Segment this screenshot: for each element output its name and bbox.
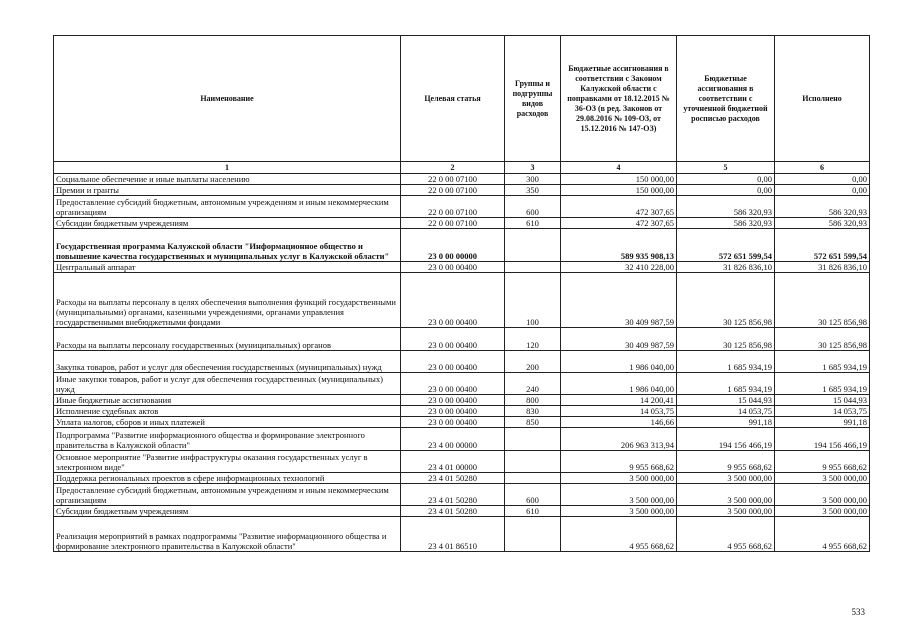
table-row — [54, 451, 870, 473]
row-assigned-law: 1 986 040,00 — [561, 373, 677, 395]
header-name: Наименование — [54, 36, 401, 162]
row-name: Предоставление субсидий бюджетным, автономным учреждениям и иным некоммерческим организациям — [54, 196, 401, 218]
column-number: 4 — [561, 162, 677, 174]
row-assigned-list: 1 685 934,19 — [677, 351, 775, 373]
row-executed: 194 156 466,19 — [775, 428, 870, 451]
row-target-code: 23 4 01 50280 — [401, 473, 505, 484]
row-assigned-list: 14 053,75 — [677, 406, 775, 417]
row-target-code: 22 0 00 07100 — [401, 196, 505, 218]
row-executed: 15 044,93 — [775, 395, 870, 406]
column-number: 6 — [775, 162, 870, 174]
header-assigned-law: Бюджетные ассигнования в соответствии с Законом Калужской области с поправками от 18.12.2015 № 36-ОЗ (в ред. Законов от 29.08.2016 № 109-ОЗ, от 15.12.2016 № 147-ОЗ) — [561, 36, 677, 162]
row-assigned-list: 586 320,93 — [677, 218, 775, 229]
row-assigned-law: 30 409 987,59 — [561, 273, 677, 328]
row-executed: 1 685 934,19 — [775, 351, 870, 373]
row-name: Расходы на выплаты персоналу в целях обеспечения выполнения функций государственными (муниципальными) органами, казенными учреждениями, органами управления государственными внебюджетными фондами — [54, 273, 401, 328]
row-target-code: 23 0 00 00400 — [401, 395, 505, 406]
row-executed: 14 053,75 — [775, 406, 870, 417]
row-target-code: 23 0 00 00400 — [401, 373, 505, 395]
row-executed: 31 826 836,10 — [775, 262, 870, 273]
row-assigned-list: 9 955 668,62 — [677, 451, 775, 473]
row-executed: 30 125 856,98 — [775, 273, 870, 328]
row-group: 120 — [505, 328, 561, 351]
table-row — [54, 484, 870, 506]
row-target-code: 23 0 00 00400 — [401, 417, 505, 428]
row-target-code: 23 4 00 00000 — [401, 428, 505, 451]
row-assigned-list: 991,18 — [677, 417, 775, 428]
table-row — [54, 373, 870, 395]
row-group — [505, 428, 561, 451]
table-row — [54, 273, 870, 328]
row-group: 600 — [505, 196, 561, 218]
row-assigned-list: 4 955 668,62 — [677, 517, 775, 552]
row-executed: 0,00 — [775, 174, 870, 185]
row-assigned-list: 3 500 000,00 — [677, 484, 775, 506]
row-target-code: 23 0 00 00400 — [401, 351, 505, 373]
column-number: 1 — [54, 162, 401, 174]
row-assigned-law: 150 000,00 — [561, 185, 677, 196]
row-executed: 3 500 000,00 — [775, 473, 870, 484]
row-name: Предоставление субсидий бюджетным, автономным учреждениям и иным некоммерческим организациям — [54, 484, 401, 506]
row-group: 610 — [505, 218, 561, 229]
row-group: 350 — [505, 185, 561, 196]
row-assigned-law: 1 986 040,00 — [561, 351, 677, 373]
row-name: Поддержка региональных проектов в сфере информационных технологий — [54, 473, 401, 484]
row-name: Уплата налогов, сборов и иных платежей — [54, 417, 401, 428]
row-assigned-list: 30 125 856,98 — [677, 273, 775, 328]
row-target-code: 23 0 00 00400 — [401, 406, 505, 417]
row-assigned-list: 31 826 836,10 — [677, 262, 775, 273]
column-number: 5 — [677, 162, 775, 174]
table-row — [54, 196, 870, 218]
table-row — [54, 351, 870, 373]
row-executed: 586 320,93 — [775, 196, 870, 218]
row-group: 830 — [505, 406, 561, 417]
row-group — [505, 473, 561, 484]
column-number: 3 — [505, 162, 561, 174]
row-group: 300 — [505, 174, 561, 185]
row-assigned-law: 3 500 000,00 — [561, 484, 677, 506]
page-number: 533 — [851, 607, 865, 617]
row-assigned-law: 30 409 987,59 — [561, 328, 677, 351]
row-target-code: 22 0 00 07100 — [401, 218, 505, 229]
column-number-row — [54, 162, 870, 174]
table-row — [54, 428, 870, 451]
row-target-code: 22 0 00 07100 — [401, 174, 505, 185]
row-executed: 3 500 000,00 — [775, 484, 870, 506]
row-target-code: 23 0 00 00000 — [401, 229, 505, 262]
table-row — [54, 328, 870, 351]
row-target-code: 23 0 00 00400 — [401, 262, 505, 273]
header-executed: Исполнено — [775, 36, 870, 162]
table-row — [54, 218, 870, 229]
header-group: Группы и подгруппы видов расходов — [505, 36, 561, 162]
row-assigned-list: 15 044,93 — [677, 395, 775, 406]
row-assigned-law: 14 200,41 — [561, 395, 677, 406]
row-executed: 991,18 — [775, 417, 870, 428]
row-group: 240 — [505, 373, 561, 395]
row-assigned-law: 32 410 228,00 — [561, 262, 677, 273]
table-row — [54, 229, 870, 262]
row-group: 850 — [505, 417, 561, 428]
row-name: Центральный аппарат — [54, 262, 401, 273]
row-executed: 4 955 668,62 — [775, 517, 870, 552]
row-assigned-law: 206 963 313,94 — [561, 428, 677, 451]
row-group — [505, 262, 561, 273]
row-assigned-list: 194 156 466,19 — [677, 428, 775, 451]
row-name: Иные закупки товаров, работ и услуг для обеспечения государственных (муниципальных) нужд — [54, 373, 401, 395]
table-row — [54, 473, 870, 484]
header-target: Целевая статья — [401, 36, 505, 162]
table-row — [54, 506, 870, 517]
header-row — [54, 36, 870, 162]
row-assigned-law: 3 500 000,00 — [561, 473, 677, 484]
table-row — [54, 417, 870, 428]
row-assigned-law: 589 935 908,13 — [561, 229, 677, 262]
row-name: Реализация мероприятий в рамках подпрограммы "Развитие информационного общества и формирование электронного правительства в Калужской области" — [54, 517, 401, 552]
row-group — [505, 451, 561, 473]
row-assigned-list: 0,00 — [677, 185, 775, 196]
header-assigned-list: Бюджетные ассигнования в соответствии с уточненной бюджетной росписью расходов — [677, 36, 775, 162]
row-group: 600 — [505, 484, 561, 506]
row-name: Подпрограмма "Развитие информационного общества и формирование электронного правительства в Калужской области" — [54, 428, 401, 451]
table-row — [54, 262, 870, 273]
row-assigned-list: 3 500 000,00 — [677, 506, 775, 517]
row-executed: 586 320,93 — [775, 218, 870, 229]
row-assigned-law: 150 000,00 — [561, 174, 677, 185]
table-row — [54, 406, 870, 417]
row-target-code: 23 4 01 50280 — [401, 484, 505, 506]
row-assigned-list: 572 651 599,54 — [677, 229, 775, 262]
row-name: Основное мероприятие "Развитие инфраструктуры оказания государственных услуг в электронном виде" — [54, 451, 401, 473]
row-group: 200 — [505, 351, 561, 373]
row-target-code: 23 4 01 00000 — [401, 451, 505, 473]
row-name: Закупка товаров, работ и услуг для обеспечения государственных (муниципальных) нужд — [54, 351, 401, 373]
row-name: Исполнение судебных актов — [54, 406, 401, 417]
table-row — [54, 174, 870, 185]
row-assigned-law: 3 500 000,00 — [561, 506, 677, 517]
row-executed: 572 651 599,54 — [775, 229, 870, 262]
row-assigned-law: 4 955 668,62 — [561, 517, 677, 552]
row-assigned-list: 0,00 — [677, 174, 775, 185]
row-executed: 9 955 668,62 — [775, 451, 870, 473]
budget-table — [53, 35, 870, 552]
row-group — [505, 517, 561, 552]
row-group — [505, 229, 561, 262]
row-assigned-law: 472 307,65 — [561, 218, 677, 229]
row-name: Субсидии бюджетным учреждениям — [54, 506, 401, 517]
row-assigned-law: 9 955 668,62 — [561, 451, 677, 473]
column-number: 2 — [401, 162, 505, 174]
row-group: 100 — [505, 273, 561, 328]
row-assigned-law: 14 053,75 — [561, 406, 677, 417]
row-group: 800 — [505, 395, 561, 406]
row-executed: 0,00 — [775, 185, 870, 196]
row-name: Субсидии бюджетным учреждениям — [54, 218, 401, 229]
row-target-code: 23 4 01 50280 — [401, 506, 505, 517]
row-name: Премии и гранты — [54, 185, 401, 196]
table-row — [54, 395, 870, 406]
row-group: 610 — [505, 506, 561, 517]
row-assigned-law: 472 307,65 — [561, 196, 677, 218]
row-target-code: 22 0 00 07100 — [401, 185, 505, 196]
row-name: Социальное обеспечение и иные выплаты населению — [54, 174, 401, 185]
row-assigned-list: 3 500 000,00 — [677, 473, 775, 484]
row-assigned-law: 146,66 — [561, 417, 677, 428]
row-target-code: 23 0 00 00400 — [401, 328, 505, 351]
row-executed: 1 685 934,19 — [775, 373, 870, 395]
table-row — [54, 185, 870, 196]
row-executed: 30 125 856,98 — [775, 328, 870, 351]
row-assigned-list: 586 320,93 — [677, 196, 775, 218]
row-name: Иные бюджетные ассигнования — [54, 395, 401, 406]
row-assigned-list: 30 125 856,98 — [677, 328, 775, 351]
row-executed: 3 500 000,00 — [775, 506, 870, 517]
row-target-code: 23 0 00 00400 — [401, 273, 505, 328]
row-name: Государственная программа Калужской области "Информационное общество и повышение качества государственных и муниципальных услуг в Калужской области" — [54, 229, 401, 262]
row-target-code: 23 4 01 86510 — [401, 517, 505, 552]
table-row — [54, 517, 870, 552]
row-assigned-list: 1 685 934,19 — [677, 373, 775, 395]
row-name: Расходы на выплаты персоналу государственных (муниципальных) органов — [54, 328, 401, 351]
